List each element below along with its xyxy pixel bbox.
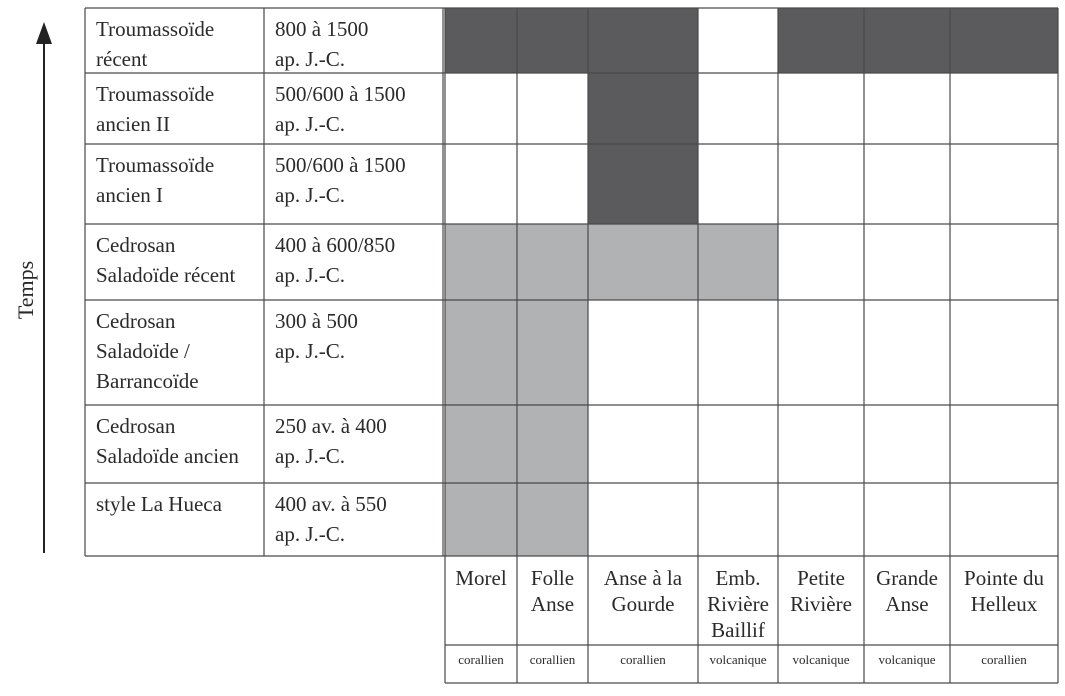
occupation-cell [517,483,588,556]
occupation-cell [698,300,778,405]
period-name: Troumassoïde récent [96,17,215,71]
occupation-cell [445,224,517,300]
occupation-cell [588,405,698,483]
period-name: Troumassoïde ancien II [96,82,215,136]
period-name: Cedrosan Saladoïde récent [96,233,236,287]
site-name: Grande Anse [876,566,938,616]
period-dates: 400 av. à 550 ap. J.-C. [275,492,387,546]
occupation-cell [950,73,1058,144]
site-substrate: corallien [620,652,666,667]
occupation-cell [517,73,588,144]
period-dates: 500/600 à 1500 ap. J.-C. [275,153,406,207]
occupation-cell [778,224,864,300]
period-name: Cedrosan Saladoïde / Barrancoïde [96,309,199,393]
occupation-cell [864,144,950,224]
occupation-cell [445,144,517,224]
occupation-cell [778,483,864,556]
period-dates: 300 à 500 ap. J.-C. [275,309,358,363]
occupation-cell [445,483,517,556]
period-name: style La Hueca [96,492,222,516]
site-name: Petite Rivière [790,566,852,616]
site-substrate: volcanique [878,652,936,667]
occupation-cell [588,144,698,224]
occupation-cell [588,300,698,405]
occupation-cell [588,483,698,556]
occupation-cell [778,8,864,73]
occupation-cell [778,73,864,144]
occupation-cell [864,405,950,483]
time-axis-label: Temps [13,260,38,320]
occupation-cell [864,224,950,300]
site-substrate: corallien [981,652,1027,667]
occupation-cell [778,300,864,405]
site-substrate: volcanique [709,652,767,667]
period-dates: 250 av. à 400 ap. J.-C. [275,414,387,468]
occupation-cell [698,483,778,556]
occupation-cell [698,224,778,300]
occupation-cell [778,405,864,483]
occupation-cell [950,405,1058,483]
occupation-cell [445,8,517,73]
occupation-cell [445,73,517,144]
occupation-cell [864,300,950,405]
occupation-cell [517,144,588,224]
period-dates: 400 à 600/850 ap. J.-C. [275,233,396,287]
occupation-cell [950,300,1058,405]
occupation-cell [864,8,950,73]
period-name: Cedrosan Saladoïde ancien [96,414,239,468]
occupation-cell [950,8,1058,73]
site-substrate: corallien [529,652,576,667]
occupation-cell [698,73,778,144]
site-substrate: corallien [458,652,504,667]
occupation-cell [778,144,864,224]
occupation-cell [517,300,588,405]
occupation-cell [517,224,588,300]
occupation-cell [864,73,950,144]
occupation-cell [698,405,778,483]
occupation-cell [698,8,778,73]
site-substrate: volcanique [792,652,850,667]
site-name: Anse à la Gourde [603,566,683,616]
occupation-cell [588,8,698,73]
occupation-cell [698,144,778,224]
occupation-cell [950,224,1058,300]
occupation-cell [950,483,1058,556]
period-dates: 500/600 à 1500 ap. J.-C. [275,82,406,136]
occupation-cell [445,300,517,405]
occupation-cell [864,483,950,556]
site-name: Emb. Rivière Baillif [707,566,769,642]
occupation-cell [517,8,588,73]
occupation-cell [517,405,588,483]
occupation-cell [588,224,698,300]
occupation-cell [445,405,517,483]
site-name: Morel [455,566,507,590]
occupation-cell [588,73,698,144]
period-name: Troumassoïde ancien I [96,153,215,207]
site-name: Pointe du Helleux [964,566,1044,616]
time-axis [0,0,80,691]
period-dates: 800 à 1500 ap. J.-C. [275,17,369,71]
time-arrow [0,0,80,691]
occupation-cell [950,144,1058,224]
site-name: Folle Anse [530,566,575,616]
